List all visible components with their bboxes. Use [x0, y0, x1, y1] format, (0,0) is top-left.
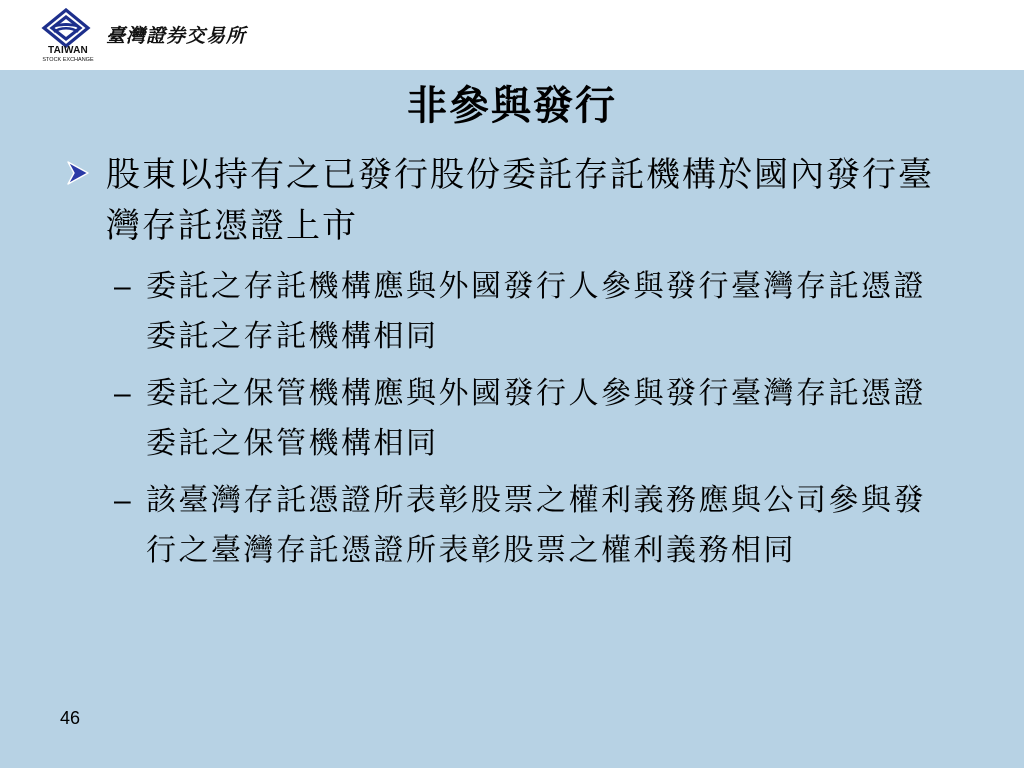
dash-marker: –	[114, 270, 131, 303]
main-bullet-text: 股東以持有之已發行股份委託存託機構於國內發行臺灣存託憑證上市	[106, 155, 934, 246]
sub-bullet-text: 該臺灣存託憑證所表彰股票之權利義務應與公司參與發行之臺灣存託憑證所表彰股票之權利義務相同	[146, 483, 926, 568]
dash-marker: –	[114, 377, 131, 410]
sub-bullet-text: 委託之保管機構應與外國發行人參與發行臺灣存託憑證委託之保管機構相同	[146, 376, 926, 461]
arrow-bullet-icon	[66, 160, 90, 186]
logo-text-cn: 臺灣證券交易所	[106, 25, 247, 47]
sub-bullet	[114, 262, 954, 362]
sub-bullet	[114, 369, 954, 469]
slide-title: 非參與發行	[407, 82, 617, 129]
logo-text-en: TAIWAN	[48, 45, 88, 56]
logo-subtext-en: STOCK EXCHANGE	[42, 57, 94, 63]
sub-bullet	[114, 476, 954, 576]
header-bar	[0, 0, 1024, 70]
taiwan-stock-exchange-logo-icon	[40, 8, 92, 48]
dash-marker: –	[114, 484, 131, 517]
main-bullet	[66, 150, 946, 252]
sub-bullet-text: 委託之存託機構應與外國發行人參與發行臺灣存託憑證委託之存託機構相同	[146, 269, 926, 354]
page-number: 46	[60, 708, 81, 728]
